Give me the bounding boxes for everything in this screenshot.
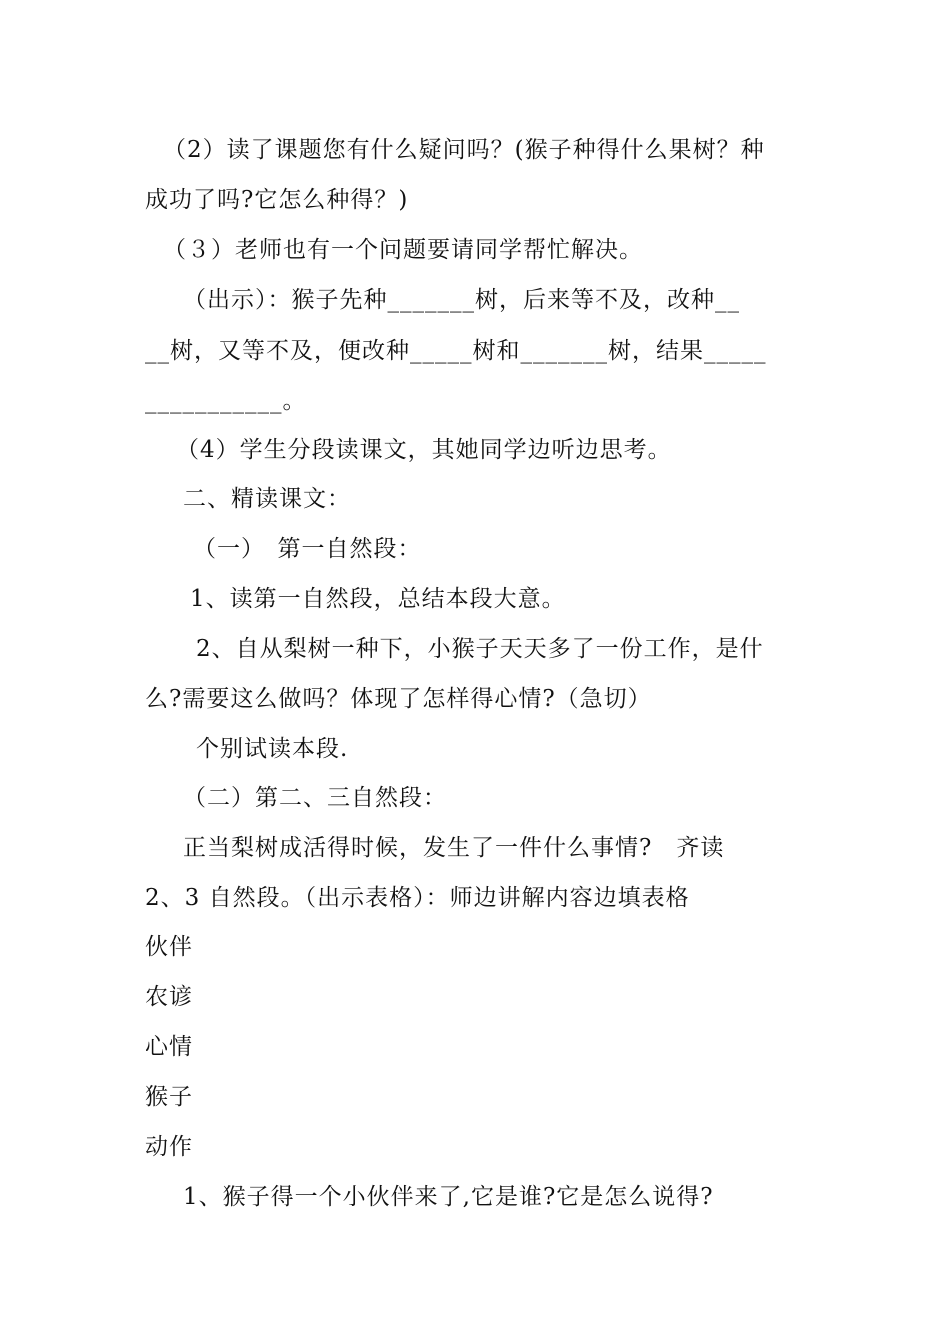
- section-heading-close-reading: 二、精读课文：: [183, 486, 351, 512]
- text-line-item-2a: 2、自从梨树一种下，小猴子天天多了一份工作，是什: [196, 636, 764, 662]
- table-label-partner: 伙伴: [145, 934, 193, 960]
- text-line-show-a: （出示）：猴子先种_______树，后来等不及，改种__: [183, 287, 740, 313]
- text-line-show-c: ___________。: [145, 388, 307, 414]
- text-line-question-3: （３）老师也有一个问题要请同学帮忙解决。: [163, 237, 643, 263]
- table-label-monkey: 猴子: [145, 1084, 193, 1110]
- subsection-heading-paragraphs-2-3: （二）第二、三自然段：: [183, 785, 447, 811]
- table-label-proverb: 农谚: [145, 984, 193, 1010]
- text-line-question-2b: 成功了吗?它怎么种得？): [145, 187, 409, 213]
- table-label-action: 动作: [145, 1134, 193, 1160]
- text-line-question-4: （4）学生分段读课文，其她同学边听边思考。: [176, 437, 672, 463]
- subsection-heading-paragraph-1: （一） 第一自然段：: [193, 536, 422, 562]
- table-label-mood: 心情: [145, 1034, 193, 1060]
- text-line-event-question: 正当梨树成活得时候，发生了一件什么事情? 齐读: [183, 835, 725, 861]
- text-line-table-instruction: 2、3 自然段。（出示表格）：师边讲解内容边填表格: [145, 885, 690, 911]
- text-line-question-2a: （2）读了课题您有什么疑问吗？(猴子种得什么果树？种: [163, 137, 765, 163]
- text-line-item-1: 1、读第一自然段，总结本段大意。: [190, 586, 566, 612]
- text-line-item-2b: 么?需要这么做吗？体现了怎样得心情?（急切）: [145, 686, 652, 712]
- text-line-partner-question: 1、猴子得一个小伙伴来了,它是谁?它是怎么说得?: [183, 1184, 714, 1210]
- text-line-individual-reading: 个别试读本段.: [196, 736, 349, 762]
- text-line-show-b: __树，又等不及，便改种_____树和_______树，结果_____: [145, 338, 767, 364]
